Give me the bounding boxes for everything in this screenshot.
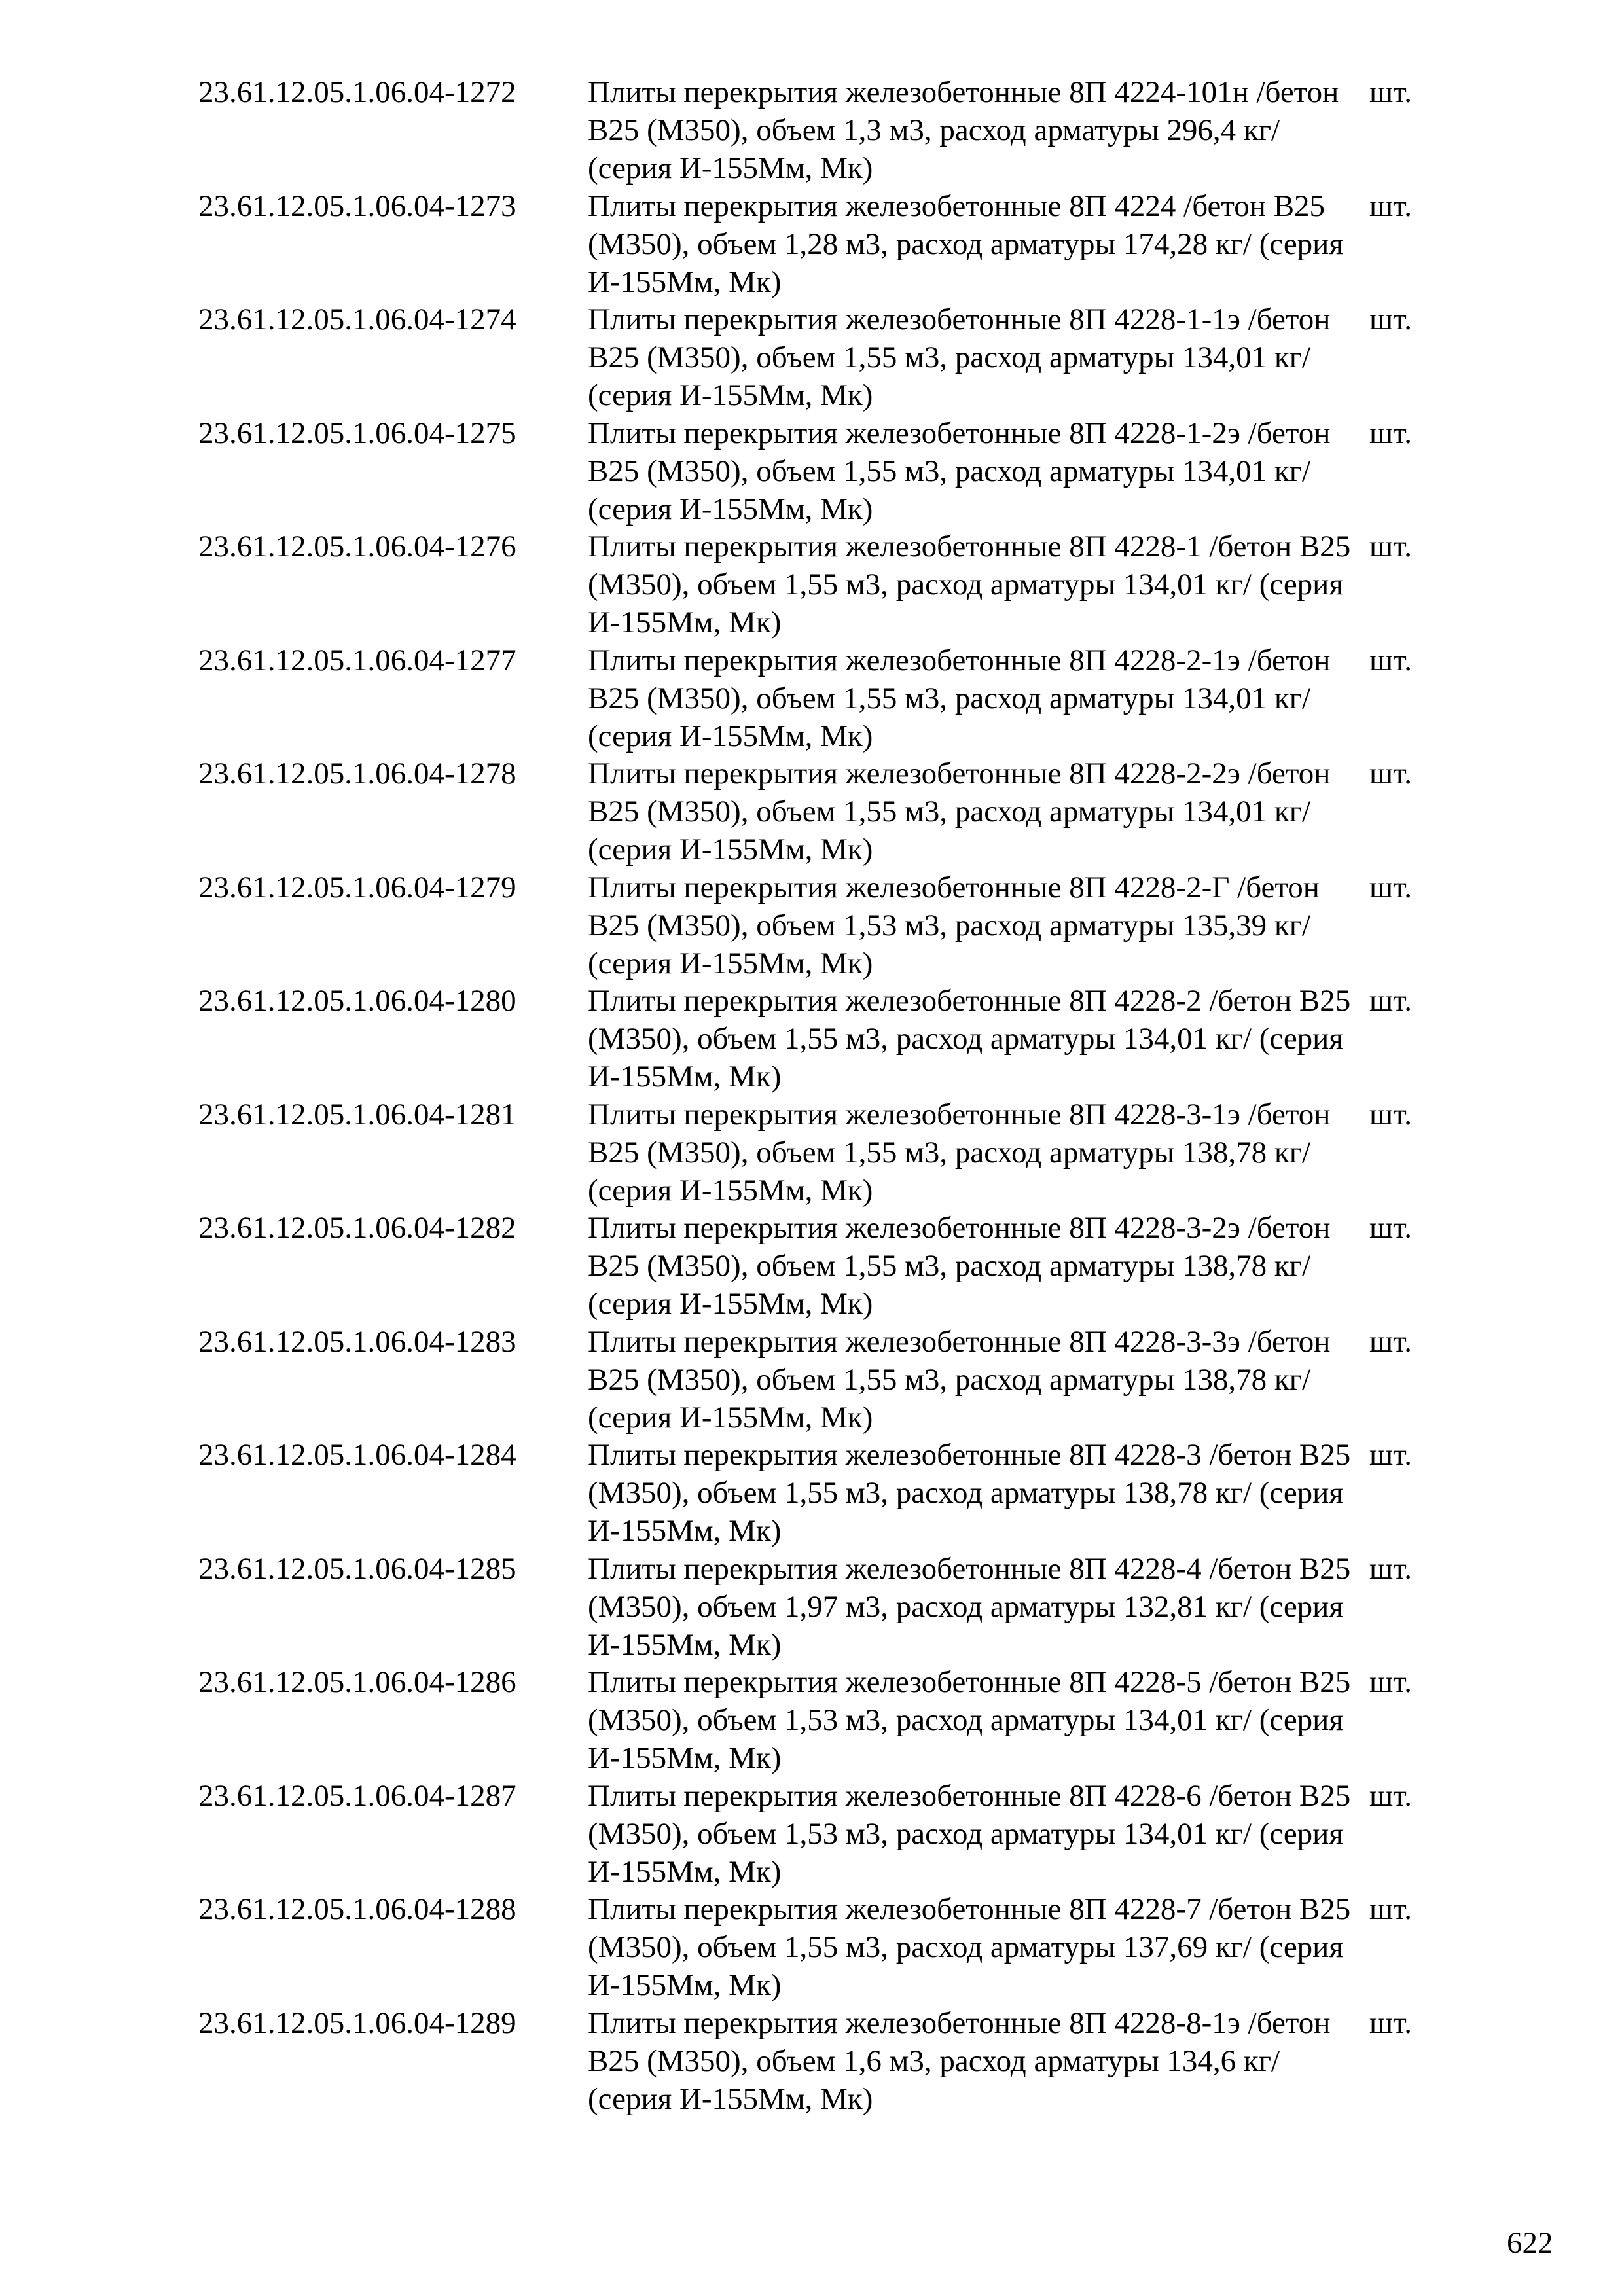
resource-description: Плиты перекрытия железобетонные 8П 4228-3-1э /бетон В25 (М350), объем 1,55 м3, расход арматуры 138,78 кг/ (серия И-155Мм, Мк)	[588, 1097, 1331, 1208]
table-row	[0, 1663, 1624, 1777]
page-number: 622	[1507, 2226, 1553, 2260]
table-row	[0, 1550, 1624, 1664]
table-row	[0, 414, 1624, 528]
unit-of-measure: шт.	[1369, 1438, 1412, 1472]
unit-of-measure: шт.	[1369, 1778, 1412, 1813]
table-row	[0, 1436, 1624, 1550]
resource-code: 23.61.12.05.1.06.04-1274	[198, 302, 516, 336]
resource-description: Плиты перекрытия железобетонные 8П 4228-2-2э /бетон В25 (М350), объем 1,55 м3, расход арматуры 134,01 кг/ (серия И-155Мм, Мк)	[588, 757, 1331, 867]
resource-description: Плиты перекрытия железобетонные 8П 4228-1-1э /бетон В25 (М350), объем 1,55 м3, расход арматуры 134,01 кг/ (серия И-155Мм, Мк)	[588, 302, 1331, 412]
resource-code: 23.61.12.05.1.06.04-1277	[198, 643, 516, 677]
unit-of-measure: шт.	[1369, 1892, 1412, 1926]
resource-description: Плиты перекрытия железобетонные 8П 4228-1-2э /бетон В25 (М350), объем 1,55 м3, расход арматуры 134,01 кг/ (серия И-155Мм, Мк)	[588, 416, 1331, 526]
table-row	[0, 300, 1624, 414]
catalog-table	[0, 73, 1624, 2117]
resource-code: 23.61.12.05.1.06.04-1287	[198, 1778, 516, 1813]
resource-code: 23.61.12.05.1.06.04-1284	[198, 1438, 516, 1472]
resource-code: 23.61.12.05.1.06.04-1289	[198, 2005, 516, 2040]
unit-of-measure: шт.	[1369, 984, 1412, 1018]
resource-code: 23.61.12.05.1.06.04-1272	[198, 75, 516, 109]
resource-code: 23.61.12.05.1.06.04-1273	[198, 188, 516, 223]
resource-description: Плиты перекрытия железобетонные 8П 4228-3-3э /бетон В25 (М350), объем 1,55 м3, расход арматуры 138,78 кг/ (серия И-155Мм, Мк)	[588, 1324, 1331, 1435]
resource-code: 23.61.12.05.1.06.04-1275	[198, 416, 516, 450]
unit-of-measure: шт.	[1369, 1324, 1412, 1359]
resource-code: 23.61.12.05.1.06.04-1288	[198, 1892, 516, 1926]
resource-description: Плиты перекрытия железобетонные 8П 4228-6 /бетон В25 (М350), объем 1,53 м3, расход арматуры 134,01 кг/ (серия И-155Мм, Мк)	[588, 1778, 1351, 1889]
resource-code: 23.61.12.05.1.06.04-1286	[198, 1665, 516, 1699]
resource-code: 23.61.12.05.1.06.04-1280	[198, 984, 516, 1018]
resource-description: Плиты перекрытия железобетонные 8П 4228-2-Г /бетон В25 (М350), объем 1,53 м3, расход арматуры 135,39 кг/ (серия И-155Мм, Мк)	[588, 870, 1320, 980]
resource-code: 23.61.12.05.1.06.04-1283	[198, 1324, 516, 1359]
resource-code: 23.61.12.05.1.06.04-1285	[198, 1551, 516, 1586]
unit-of-measure: шт.	[1369, 1097, 1412, 1132]
table-row	[0, 869, 1624, 982]
unit-of-measure: шт.	[1369, 2005, 1412, 2040]
unit-of-measure: шт.	[1369, 757, 1412, 791]
resource-description: Плиты перекрытия железобетонные 8П 4228-1 /бетон В25 (М350), объем 1,55 м3, расход арматуры 134,01 кг/ (серия И-155Мм, Мк)	[588, 529, 1351, 639]
resource-description: Плиты перекрытия железобетонные 8П 4228-5 /бетон В25 (М350), объем 1,53 м3, расход арматуры 134,01 кг/ (серия И-155Мм, Мк)	[588, 1665, 1351, 1775]
resource-description: Плиты перекрытия железобетонные 8П 4228-3-2э /бетон В25 (М350), объем 1,55 м3, расход арматуры 138,78 кг/ (серия И-155Мм, Мк)	[588, 1211, 1331, 1321]
resource-description: Плиты перекрытия железобетонные 8П 4228-7 /бетон В25 (М350), объем 1,55 м3, расход арматуры 137,69 кг/ (серия И-155Мм, Мк)	[588, 1892, 1351, 2002]
table-row	[0, 73, 1624, 187]
resource-description: Плиты перекрытия железобетонные 8П 4228-8-1э /бетон В25 (М350), объем 1,6 м3, расход арматуры 134,6 кг/ (серия И-155Мм, Мк)	[588, 2005, 1331, 2116]
table-row	[0, 1890, 1624, 2004]
resource-description: Плиты перекрытия железобетонные 8П 4224-101н /бетон В25 (М350), объем 1,3 м3, расход арматуры 296,4 кг/ (серия И-155Мм, Мк)	[588, 75, 1339, 185]
unit-of-measure: шт.	[1369, 1211, 1412, 1245]
table-row	[0, 982, 1624, 1096]
resource-description: Плиты перекрытия железобетонные 8П 4224 /бетон В25 (М350), объем 1,28 м3, расход арматуры 174,28 кг/ (серия И-155Мм, Мк)	[588, 188, 1343, 299]
table-row	[0, 641, 1624, 755]
table-row	[0, 1777, 1624, 1891]
table-row	[0, 187, 1624, 301]
unit-of-measure: шт.	[1369, 870, 1412, 905]
resource-description: Плиты перекрытия железобетонные 8П 4228-2-1э /бетон В25 (М350), объем 1,55 м3, расход арматуры 134,01 кг/ (серия И-155Мм, Мк)	[588, 643, 1331, 753]
unit-of-measure: шт.	[1369, 529, 1412, 564]
table-row	[0, 528, 1624, 641]
table-row	[0, 1323, 1624, 1437]
resource-description: Плиты перекрытия железобетонные 8П 4228-3 /бетон В25 (М350), объем 1,55 м3, расход арматуры 138,78 кг/ (серия И-155Мм, Мк)	[588, 1438, 1351, 1548]
unit-of-measure: шт.	[1369, 75, 1412, 109]
resource-code: 23.61.12.05.1.06.04-1279	[198, 870, 516, 905]
unit-of-measure: шт.	[1369, 643, 1412, 677]
table-row	[0, 1209, 1624, 1323]
resource-description: Плиты перекрытия железобетонные 8П 4228-2 /бетон В25 (М350), объем 1,55 м3, расход арматуры 134,01 кг/ (серия И-155Мм, Мк)	[588, 984, 1351, 1094]
unit-of-measure: шт.	[1369, 188, 1412, 223]
resource-code: 23.61.12.05.1.06.04-1282	[198, 1211, 516, 1245]
resource-description: Плиты перекрытия железобетонные 8П 4228-4 /бетон В25 (М350), объем 1,97 м3, расход арматуры 132,81 кг/ (серия И-155Мм, Мк)	[588, 1551, 1351, 1662]
resource-code: 23.61.12.05.1.06.04-1278	[198, 757, 516, 791]
resource-code: 23.61.12.05.1.06.04-1281	[198, 1097, 516, 1132]
unit-of-measure: шт.	[1369, 416, 1412, 450]
table-row	[0, 1096, 1624, 1210]
unit-of-measure: шт.	[1369, 1665, 1412, 1699]
table-row	[0, 755, 1624, 869]
unit-of-measure: шт.	[1369, 302, 1412, 336]
unit-of-measure: шт.	[1369, 1551, 1412, 1586]
table-row	[0, 2004, 1624, 2118]
resource-code: 23.61.12.05.1.06.04-1276	[198, 529, 516, 564]
